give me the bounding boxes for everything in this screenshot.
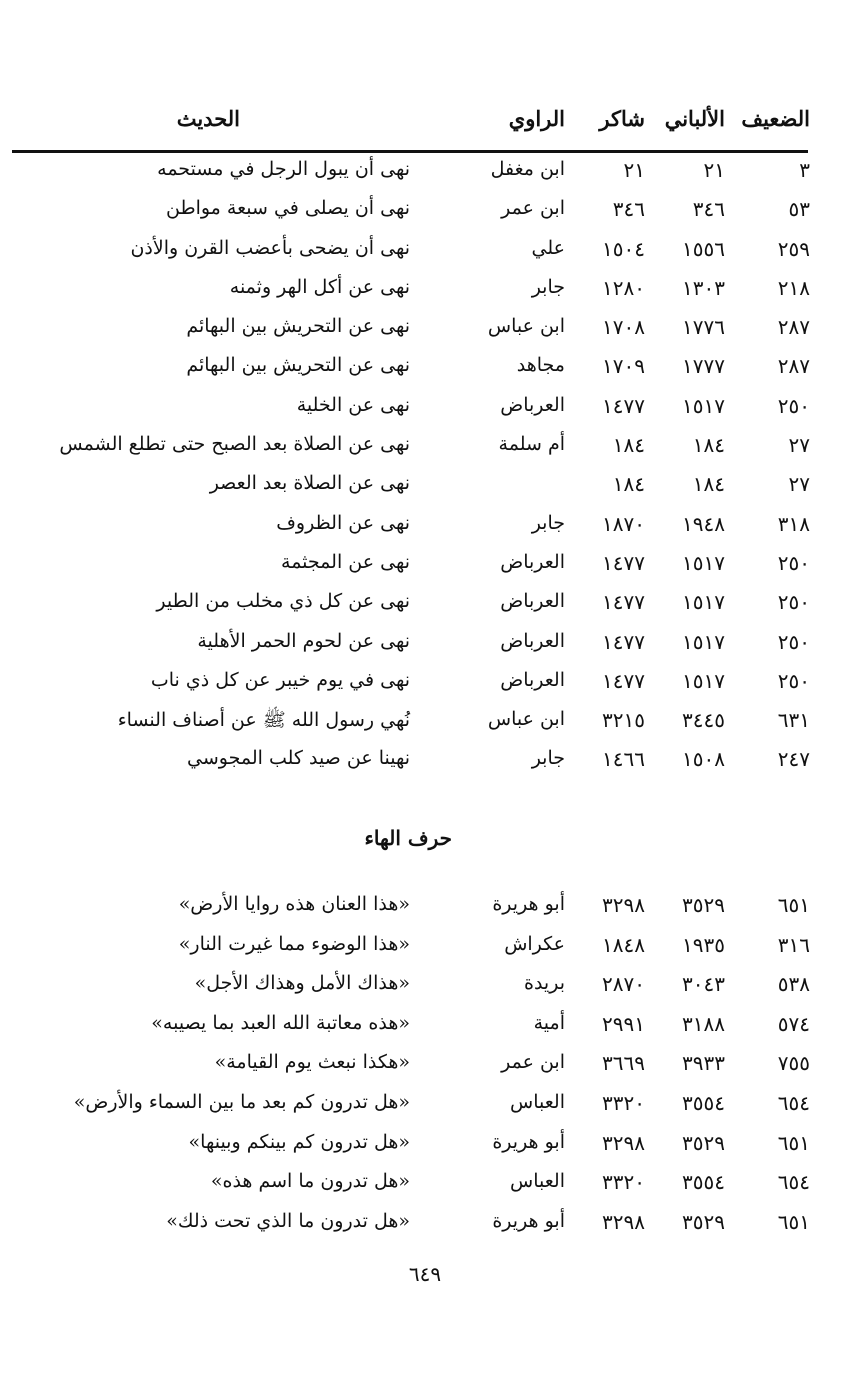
cell-hadith: نهى عن الخلية xyxy=(296,393,410,416)
cell-hadith: «هل تدرون كم بعد ما بين السماء والأرض» xyxy=(73,1090,410,1113)
cell-shakir: ١٢٨٠ xyxy=(602,275,645,300)
table-row xyxy=(0,231,850,270)
table-row xyxy=(0,1006,850,1046)
cell-daif: ٢٧ xyxy=(788,433,810,458)
cell-hadith: نهى عن التحريش بين البهائم xyxy=(186,354,410,377)
table-row xyxy=(0,1085,850,1125)
cell-rawi: أمية xyxy=(533,1011,565,1034)
cell-hadith: نهى عن كل ذي مخلب من الطير xyxy=(156,590,410,613)
cell-albani: ٣٥٢٩ xyxy=(682,1130,725,1155)
cell-rawi: بريدة xyxy=(524,972,565,995)
cell-rawi: ابن عمر xyxy=(501,1051,565,1074)
cell-daif: ٢١٨ xyxy=(777,275,810,300)
cell-albani: ١٨٤ xyxy=(692,433,725,458)
cell-daif: ٢٧ xyxy=(788,472,810,497)
cell-hadith: «هل تدرون ما اسم هذه» xyxy=(210,1170,410,1193)
cell-shakir: ١٤٦٦ xyxy=(602,747,645,772)
cell-albani: ١٩٤٨ xyxy=(682,511,725,536)
cell-shakir: ٣٢١٥ xyxy=(602,708,645,733)
cell-albani: ١٥٠٨ xyxy=(682,747,725,772)
table-row xyxy=(0,1045,850,1085)
table-row xyxy=(0,927,850,967)
table-row xyxy=(0,966,850,1006)
cell-albani: ١٥٥٦ xyxy=(682,236,725,261)
cell-albani: ١٥١٧ xyxy=(682,590,725,615)
cell-rawi: العرباض xyxy=(500,550,565,573)
cell-hadith: «هل تدرون كم بينكم وبينها» xyxy=(188,1130,410,1153)
cell-shakir: ١٧٠٨ xyxy=(602,315,645,340)
cell-rawi: أم سلمة xyxy=(498,433,565,456)
table-row xyxy=(0,152,850,191)
cell-hadith: «هذا الوضوء مما غيرت النار» xyxy=(178,932,410,955)
cell-hadith: نهى أن يبول الرجل في مستحمه xyxy=(157,158,410,180)
cell-albani: ٣٥٢٩ xyxy=(682,893,725,917)
table-row xyxy=(0,427,850,466)
cell-daif: ٦٥١ xyxy=(777,893,810,917)
table-row xyxy=(0,887,850,927)
table-row xyxy=(0,584,850,623)
cell-shakir: ١٨٤٨ xyxy=(602,932,645,957)
cell-daif: ٢٨٧ xyxy=(777,315,810,340)
table-row xyxy=(0,270,850,309)
cell-daif: ٦٥١ xyxy=(777,1130,810,1155)
hadith-table-ha xyxy=(0,887,850,1243)
header-rawi: الراوي xyxy=(508,106,565,131)
cell-shakir: ١٨٧٠ xyxy=(602,511,645,536)
cell-shakir: ٣٢٩٨ xyxy=(602,893,645,917)
cell-daif: ٢٤٧ xyxy=(777,747,810,772)
cell-hadith: «هكذا نبعث يوم القيامة» xyxy=(214,1051,410,1074)
cell-albani: ١٩٣٥ xyxy=(682,932,725,957)
cell-hadith: نهى عن المجثمة xyxy=(281,550,410,573)
cell-albani: ١٥١٧ xyxy=(682,393,725,418)
cell-shakir: ١٤٧٧ xyxy=(602,590,645,615)
cell-rawi: العرباض xyxy=(500,668,565,691)
cell-rawi: العرباض xyxy=(500,629,565,652)
cell-daif: ٢٥٠ xyxy=(777,629,810,654)
hadith-table-nun xyxy=(0,152,850,781)
cell-hadith: نهينا عن صيد كلب المجوسي xyxy=(187,747,410,770)
cell-albani: ١٧٧٧ xyxy=(682,354,725,379)
table-row xyxy=(0,191,850,230)
cell-rawi: جابر xyxy=(531,275,565,298)
table-row xyxy=(0,309,850,348)
table-row xyxy=(0,1164,850,1204)
cell-albani: ٣١٨٨ xyxy=(682,1011,725,1036)
cell-albani: ٣٠٤٣ xyxy=(682,972,725,997)
cell-shakir: ١٥٠٤ xyxy=(602,236,645,261)
header-hadith: الحديث xyxy=(176,106,240,131)
cell-rawi: العباس xyxy=(510,1170,565,1193)
cell-rawi: أبو هريرة xyxy=(492,1130,565,1153)
cell-hadith: «هذا العنان هذه روايا الأرض» xyxy=(178,893,410,915)
cell-albani: ٢١ xyxy=(703,158,725,182)
cell-rawi: مجاهد xyxy=(516,354,565,377)
cell-hadith: نهى في يوم خيبر عن كل ذي ناب xyxy=(150,668,410,691)
cell-shakir: ٢٩٩١ xyxy=(602,1011,645,1036)
cell-rawi: عكراش xyxy=(504,932,565,955)
cell-daif: ٦٥٤ xyxy=(777,1090,810,1115)
cell-hadith: نهى عن الظروف xyxy=(276,511,410,534)
cell-daif: ٣١٦ xyxy=(777,932,810,957)
table-header xyxy=(0,106,850,146)
cell-shakir: ٣٢٩٨ xyxy=(602,1209,645,1234)
cell-daif: ٢٨٧ xyxy=(777,354,810,379)
cell-albani: ٣٥٢٩ xyxy=(682,1209,725,1234)
cell-hadith: نُهي رسول الله ﷺ عن أصناف النساء xyxy=(117,709,410,732)
cell-daif: ٢٥٠ xyxy=(777,668,810,693)
cell-shakir: ٣٢٩٨ xyxy=(602,1130,645,1155)
section-title: حرف الهاء xyxy=(364,826,452,850)
cell-daif: ٦٥٤ xyxy=(777,1170,810,1195)
table-row xyxy=(0,702,850,741)
cell-albani: ٣٥٥٤ xyxy=(682,1090,725,1115)
cell-rawi: العرباض xyxy=(500,590,565,613)
table-row xyxy=(0,388,850,427)
cell-daif: ٥٣٨ xyxy=(777,972,810,997)
cell-hadith: نهى أن يضحى بأعضب القرن والأذن xyxy=(130,236,410,259)
cell-hadith: «هذاك الأمل وهذاك الأجل» xyxy=(194,972,410,995)
cell-shakir: ٣٤٦ xyxy=(612,197,645,222)
cell-albani: ٣٤٤٥ xyxy=(682,708,725,733)
table-row xyxy=(0,348,850,387)
cell-shakir: ١٤٧٧ xyxy=(602,550,645,575)
table-row xyxy=(0,1125,850,1165)
cell-albani: ١٧٧٦ xyxy=(682,315,725,340)
cell-daif: ٣١٨ xyxy=(777,511,810,536)
cell-rawi: أبو هريرة xyxy=(492,893,565,915)
page-number: ٦٤٩ xyxy=(408,1262,442,1286)
header-daif: الضعيف xyxy=(741,106,810,131)
cell-daif: ٧٥٥ xyxy=(777,1051,810,1076)
cell-rawi: علي xyxy=(531,236,565,259)
cell-shakir: ٢١ xyxy=(623,158,645,182)
table-row xyxy=(0,545,850,584)
table-row xyxy=(0,506,850,545)
cell-hadith: نهى عن الصلاة بعد العصر xyxy=(209,472,410,495)
cell-shakir: ١٤٧٧ xyxy=(602,629,645,654)
cell-hadith: نهى أن يصلى في سبعة مواطن xyxy=(166,197,410,220)
table-row xyxy=(0,624,850,663)
cell-shakir: ٣٦٦٩ xyxy=(602,1051,645,1076)
cell-rawi: العرباض xyxy=(500,393,565,416)
cell-albani: ١٥١٧ xyxy=(682,668,725,693)
cell-daif: ٦٣١ xyxy=(777,708,810,733)
cell-rawi: ابن عباس xyxy=(487,708,565,731)
cell-shakir: ١٤٧٧ xyxy=(602,393,645,418)
cell-daif: ٢٥٠ xyxy=(777,590,810,615)
cell-daif: ٥٣ xyxy=(788,197,810,222)
cell-hadith: نهى عن التحريش بين البهائم xyxy=(186,315,410,338)
cell-albani: ١٣٠٣ xyxy=(682,275,725,300)
table-row xyxy=(0,466,850,505)
cell-hadith: نهى عن أكل الهر وثمنه xyxy=(229,275,410,298)
table-row xyxy=(0,663,850,702)
cell-shakir: ٢٨٧٠ xyxy=(602,972,645,997)
cell-rawi: ابن عباس xyxy=(487,315,565,338)
cell-hadith: «هل تدرون ما الذي تحت ذلك» xyxy=(166,1209,410,1232)
cell-daif: ٦٥١ xyxy=(777,1209,810,1234)
cell-rawi: جابر xyxy=(531,511,565,534)
cell-albani: ٣٥٥٤ xyxy=(682,1170,725,1195)
cell-rawi: العباس xyxy=(510,1090,565,1113)
cell-rawi: ابن عمر xyxy=(501,197,565,220)
cell-albani: ١٨٤ xyxy=(692,472,725,497)
cell-daif: ٢٥٩ xyxy=(777,236,810,261)
cell-albani: ٣٤٦ xyxy=(692,197,725,222)
cell-hadith: نهى عن لحوم الحمر الأهلية xyxy=(197,629,410,652)
table-row xyxy=(0,741,850,780)
cell-rawi: أبو هريرة xyxy=(492,1209,565,1232)
table-row xyxy=(0,1204,850,1244)
cell-daif: ٢٥٠ xyxy=(777,393,810,418)
cell-daif: ٢٥٠ xyxy=(777,550,810,575)
cell-albani: ٣٩٣٣ xyxy=(682,1051,725,1076)
cell-hadith: «هذه معاتبة الله العبد بما يصيبه» xyxy=(151,1011,410,1034)
cell-albani: ١٥١٧ xyxy=(682,629,725,654)
cell-albani: ١٥١٧ xyxy=(682,550,725,575)
cell-shakir: ١٨٤ xyxy=(612,433,645,458)
cell-shakir: ٣٣٢٠ xyxy=(602,1170,645,1195)
cell-rawi: جابر xyxy=(531,747,565,770)
header-albani: الألباني xyxy=(664,106,725,131)
cell-rawi: ابن مغفل xyxy=(490,158,565,180)
cell-shakir: ١٨٤ xyxy=(612,472,645,497)
cell-shakir: ١٤٧٧ xyxy=(602,668,645,693)
cell-shakir: ٣٣٢٠ xyxy=(602,1090,645,1115)
cell-daif: ٣ xyxy=(799,158,810,182)
cell-daif: ٥٧٤ xyxy=(777,1011,810,1036)
cell-hadith: نهى عن الصلاة بعد الصبح حتى تطلع الشمس xyxy=(59,433,410,456)
header-shakir: شاكر xyxy=(599,106,645,131)
cell-shakir: ١٧٠٩ xyxy=(602,354,645,379)
